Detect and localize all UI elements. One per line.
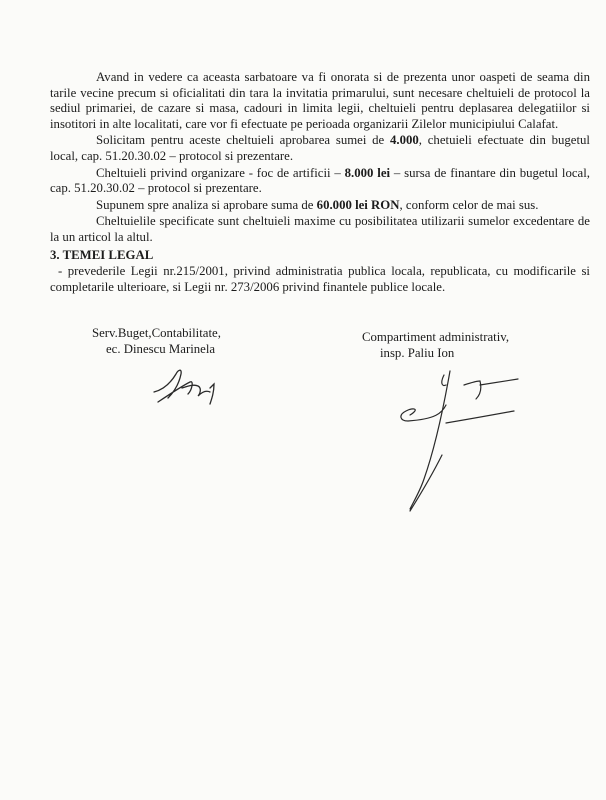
signature-department-right: Compartiment administrativ,	[362, 330, 510, 344]
text-segment: – sursa de finantare din bugetul local, cap. 51.20.30.02 – protocol si prezentare.	[50, 165, 590, 196]
text-segment: , conform celor de mai sus.	[399, 197, 539, 212]
section-heading-legal: 3. TEMEI LEGAL	[50, 247, 154, 262]
handwritten-signature-right	[380, 365, 540, 515]
paragraph-fireworks-amount	[50, 166, 590, 197]
document-body	[50, 70, 590, 296]
signature-person-right: insp. Paliu Ion	[380, 345, 455, 360]
paragraph-protocol-amount	[50, 133, 590, 164]
signature-department-left: Serv.Buget,Contabilitate,	[92, 326, 221, 340]
paragraph-max-expenses: Cheltuielile specificate sunt cheltuieli maxime cu posibilitatea utilizarii sumelor excedentare de la un articol la altul.	[50, 214, 590, 244]
signature-person-left: ec. Dinescu Marinela	[106, 341, 216, 356]
signature-block-right	[362, 330, 509, 361]
handwritten-signature-left	[148, 362, 228, 412]
text-segment: , chetuieli efectuate din bugetul local, cap. 51.20.30.02 – protocol si prezentare.	[50, 133, 590, 163]
text-segment: Solicitam pentru aceste cheltuieli aprobarea sumei de	[96, 133, 390, 148]
paragraph-total-amount	[50, 198, 590, 214]
text-segment: Cheltuieli privind organizare - foc de artificii –	[96, 165, 345, 180]
amount-fireworks: 8.000 lei	[344, 165, 391, 180]
text-segment: Supunem spre analiza si aprobare suma de	[96, 197, 317, 212]
signature-block-left	[92, 326, 221, 357]
amount-protocol: 4.000	[390, 133, 419, 148]
paragraph-legal-basis: - prevederile Legii nr.215/2001, privind administratia publica locala, republicata, cu modificarile si completarile ulterioare, si Legii nr. 273/2006 privind finantele publice locale.	[50, 264, 590, 294]
amount-total: 60.000 lei RON	[316, 197, 400, 212]
paragraph-guests-protocol: Avand in vedere ca aceasta sarbatoare va fi onorata si de prezenta unor oaspeti de seama din tarile vecine precum si oficialitati din tara la invitatia primarului, sunt necesare cheltuieli de protocol la sediul primariei, de cazare si masa, cadouri in limita legii, cheltuieli pentru deplasarea delegatiilor si insotitori in alte localitati, care vor fi efectuate pe perioada organizarii Zilelor municipiului Calafat.	[50, 70, 590, 131]
